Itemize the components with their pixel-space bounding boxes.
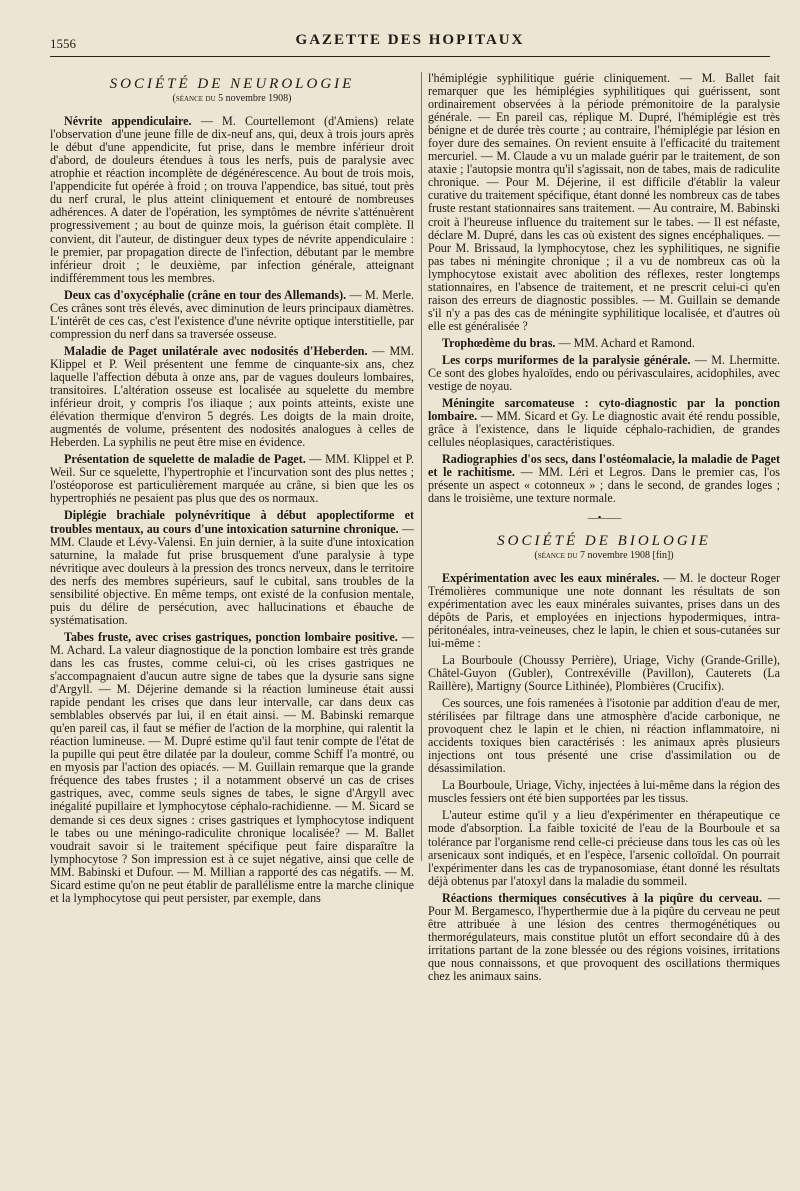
article-heading: Trophœdème du bras. (442, 335, 556, 350)
article-body: — M. Lhermitte. Ce sont des globes hyaloïdes, endo ou périvasculaires, acidophiles, avec vestige de noyau. (428, 352, 780, 394)
section-title-biologie: SOCIÉTÉ DE BIOLOGIE (497, 532, 711, 549)
section-separator: —•—— (587, 511, 621, 524)
article-body: Ces sources, une fois ramenées à l'isotonie par addition d'eau de mer, stérilisées par filtrage dans une atmosphère d'acide carbonique, ne provoquent chez le lapin et le chien, ni réaction inflammatoire, ni accidents toxiques bien caractérisés : les animaux après plusieurs injections ont tous présenté une crise d'assimilation ou de désassimilation. (428, 696, 780, 776)
article-body: — MM. Achard et Ramond. (555, 335, 695, 350)
article-paragraph (428, 892, 780, 983)
article-body: La Bourboule, Uriage, Vichy, injectées à lui-même dans la région des muscles fessiers ont été bien supportées par les tissus. (428, 778, 780, 806)
article-paragraph (428, 809, 780, 887)
article-paragraph (50, 631, 414, 905)
article-body: — M. le docteur Roger Trémolières communique une note donnant les résultats de son expérimentation avec les eaux minérales suivantes, prises dans un des dépôts de Paris, et employées en injections hypodermiques, intra-péritonéales, intra-veineuses, chez le lapin, le chien et sous-cutanées sur lui-même : (428, 570, 780, 650)
section-session-biologie: (séance du 7 novembre 1908 [fin]) (534, 549, 674, 561)
left-column (50, 72, 414, 1161)
article-paragraph (50, 509, 414, 626)
article-paragraph (428, 654, 780, 693)
article-paragraph (50, 115, 414, 285)
article-paragraph (428, 453, 780, 505)
article-paragraph (50, 289, 414, 341)
article-paragraph (50, 453, 414, 505)
right-column (428, 72, 780, 1161)
article-heading: Expérimentation avec les eaux minérales. (442, 570, 660, 585)
article-body: — MM. Claude et Lévy-Valensi. En juin dernier, à la suite d'une intoxication saturnine, la malade fut prise brusquement d'une paralysie à type névritique avec douleurs à la pression des troncs nerveux, dans le territoire des nerfs des membres supérieurs, sauf le cubital, sans troubles de la sensibilité objective. En même temps, ont existé de la confusion mentale, puis du délire de persécution, avec hallucinations et ébauche de systématisation. (50, 521, 414, 627)
article-body: — MM. Léri et Legros. Dans le premier cas, l'os présente un aspect « cotonneux » ; dans le second, de grandes loges ; dans le troisième, une texture normale. (428, 465, 780, 506)
header-rule (50, 56, 770, 57)
article-body: — MM. Klippel et P. Weil présentent une femme de cinquante-six ans, chez laquelle l'affection débuta à onze ans, par de vagues douleurs lombaires, transitoires. L'altération osseuse est localisée au squelette du membre inférieur droit, y compris l'os iliaque ; aux points atteints, existe une élévation thermique d'environ 5 degrés. Les doigts de la main droite, augmentés de volume, présentent des nodosités analogues à celles de Heberden. La syphilis ne peut être mise en évidence. (50, 343, 414, 450)
article-heading: Maladie de Paget unilatérale avec nodosités d'Heberden. (64, 343, 368, 358)
article-paragraph (428, 779, 780, 805)
article-body: — M. Achard. La valeur diagnostique de la ponction lombaire est très grande dans les cas frustes, comme celui-ci, où les crises gastriques ne s'accompagnaient d'aucun autre signe de tabes que la dysurie sans signe d'Argyll. — M. Déjerine demande si la réaction lumineuse était aussi rapide pendant les crises que dans leur intervalle, car dans deux cas semblables observés par lui, il en était ainsi. — M. Babinski remarque qu'en pareil cas, il faut se méfier de l'action de la morphine, qui ralentit la réaction lumineuse. — M. Dupré estime qu'il faut tenir compte de l'état de la pupille qui peut être dilatée par la douleur, comme Schiff l'a montré, ou en myosis par l'action des opiacés. — M. Guillain remarque que la grande fréquence des tabes frustes ; il a notamment observé un cas de crises gastriques, avec, comme seuls signes de tabes, le signe d'Argyll avec inégalité pupillaire et lymphocytose céphalo-rachidienne. — M. Sicard se demande si ces deux signes : crises gastriques et lymphocytose indiquent le tabes ou une méningo-radiculite chronique localisée? — M. Ballet voudrait savoir si le traitement spécifique peut faire disparaître la lymphocytose ? Son impression est à ce sujet négative, ainsi que celle de MM. Babinski et Dufour. — M. Millian a rapporté des cas négatifs. — M. Sicard estime qu'on ne peut établir de parallélisme entre la marche clinique et la lymphocytose qui peut persister, par exemple, dans (50, 629, 414, 905)
article-heading: Présentation de squelette de maladie de Paget. (64, 452, 306, 467)
article-paragraph (428, 337, 780, 350)
article-body: L'auteur estime qu'il y a lieu d'expérimenter en thérapeutique ce mode d'absorption. La faible toxicité de l'eau de la Bourboule et sa tolérance par l'organisme rend celle-ci précieuse dans tous les cas où les arsenicaux sont indiqués, et en l'espèce, l'arsenic colloïdal. On pourrait l'expérimenter dans les cas de trypanosomiase, étant donné les résultats déjà obtenus par l'atoxyl dans la maladie du sommeil. (428, 808, 780, 888)
article-heading: Névrite appendiculaire. (64, 114, 192, 129)
article-paragraph (50, 345, 414, 449)
column-divider (421, 72, 422, 861)
article-body: — MM. Klippel et P. Weil. Sur ce squelette, l'hypertrophie et l'incurvation sont des plus nettes ; l'ostéoporose est particulièrement marquée au crâne, si bien que les os hypertrophiés ne pesaient pas plus que des os normaux. (50, 452, 414, 506)
article-paragraph (428, 354, 780, 393)
page-number: 1556 (50, 36, 76, 51)
article-heading: Tabes fruste, avec crises gastriques, ponction lombaire positive. (64, 629, 398, 644)
article-heading: Diplégie brachiale polynévritique à début apoplectiforme et troubles mentaux, au cours d'une intoxication saturnine chronique. (50, 508, 414, 536)
article-heading: Deux cas d'oxycéphalie (crâne en tour des Allemands). (64, 287, 347, 302)
page-header (50, 30, 770, 58)
section-session-neurologie: (séance du 5 novembre 1908) (172, 93, 292, 105)
article-body: — M. Merle. Ces crânes sont très élevés, avec diminution de leurs principaux diamètres. L'intérêt de ces cas, c'est l'existence d'une névrite optique interstitielle, par compression du nerf dans sa traversée osseuse. (50, 287, 414, 341)
left-article-list (50, 115, 414, 905)
article-body: — MM. Sicard et Gy. Le diagnostic avait été rendu possible, grâce à l'existence, dans le liquide céphalo-rachidien, de grandes cellules néoplasiques, caractéristiques. (428, 409, 780, 450)
article-heading: Réactions thermiques consécutives à la piqûre du cerveau. (442, 890, 763, 905)
article-paragraph (428, 572, 780, 650)
journal-title: GAZETTE DES HOPITAUX (295, 32, 525, 48)
article-body: — Pour M. Bergamesco, l'hyperthermie due à la piqûre du cerveau ne peut être attribuée à une lésion des centres thermogénétiques ou thermorégulateurs, mais constitue plutôt un effort secondaire dû à des irritations partant de la zone blessée ou des régions voisines, irritations que nous connaissons, et que provoquent des oscillations thermiques chez les animaux sains. (428, 890, 780, 983)
article-body: La Bourboule (Choussy Perrière), Uriage, Vichy (Grande-Grille), Châtel-Guyon (Gubler), Contrexéville (Pavillon), Cauterets (La Raillère), Martigny (Source Lithinée), Plombières (Crucifix). (428, 652, 780, 694)
article-heading: Radiographies d'os secs, dans l'ostéomalacie, la maladie de Paget et le rachitisme. (428, 452, 780, 480)
article-paragraph (428, 397, 780, 449)
biologie-article-list (428, 572, 780, 983)
article-body: l'hémiplégie syphilitique guérie cliniquement. — M. Ballet fait remarquer que les hémiplégies syphilitiques qui guérissent, sont ordinairement observées à la période prémonitoire de la paralysie générale. — En pareil cas, réplique M. Dupré, l'hémiplégie est très bénigne et de durée très courte ; au contraire, l'hémiplégie par lésion en foyer dure des semaines. On revient ensuite à l'efficacité du traitement mercuriel. — M. Claude a vu un malade guérir par le traitement, de son ataxie ; l'autopsie montra qu'il s'agissait, non de tabes, mais de radiculite chronique. — Pour M. Déjerine, il est difficile d'établir la valeur curative du traitement spécifique, étant donné les nombreux cas de tabes fruste restant stationnaires sans traitement. — Au contraire, M. Babinski croit à l'heureuse influence du traitement sur le tabes. — Il est néfaste, déclare M. Dupré, dans les cas où existent des signes encéphaliques. — Pour M. Brissaud, la lymphocytose, chez les syphilitiques, ne signifie pas tabes ni méningite chronique ; il a vu de nombreux cas où la lymphocytose existait avec abolition des réflexes, rester longtemps stationnaires, en l'absence de traitement, et ne prescrit celui-ci qu'en raison des erreurs de diagnostic possibles. — M. Guillain se demande s'il n'y a pas des cas de méningite syphilitique localisée, et d'autres où elle est généralisée ? (428, 71, 780, 333)
article-paragraph (428, 697, 780, 775)
article-paragraph (428, 72, 780, 333)
article-heading: Les corps muriformes de la paralysie générale. (442, 352, 691, 367)
article-heading: Méningite sarcomateuse : cyto-diagnostic par la ponction lombaire. (428, 396, 780, 424)
article-body: — M. Courtellemont (d'Amiens) relate l'observation d'une jeune fille de dix-neuf ans, qui, deux à trois jours après le début d'une appendicite, fut prise, dans le membre inférieur droit d'abord, de douleurs étendues à tous les nerfs, puis de paralysie avec atrophie et réaction incomplète de dégénérescence. Au bout de trois mois, l'appendicite fut opérée à froid ; on trouva l'appendice, bas situé, tout près du nerf crural, le plus atteint cliniquement et entouré de nombreuses adhérences. A dater de l'opération, les symptômes de névrite s'atténuèrent progressivement ; au bout de quinze mois, la guérison était complète. Il convient, dit l'auteur, de distinguer deux types de névrite appendiculaire : le premier, par propagation directe de l'infection, débutant par le membre inférieur droit ; le deuxième, par infection générale, atteignant indifféremment tous les membres. (50, 114, 414, 285)
right-article-list (428, 72, 780, 506)
section-title-neurologie: SOCIÉTÉ DE NEUROLOGIE (109, 76, 355, 92)
